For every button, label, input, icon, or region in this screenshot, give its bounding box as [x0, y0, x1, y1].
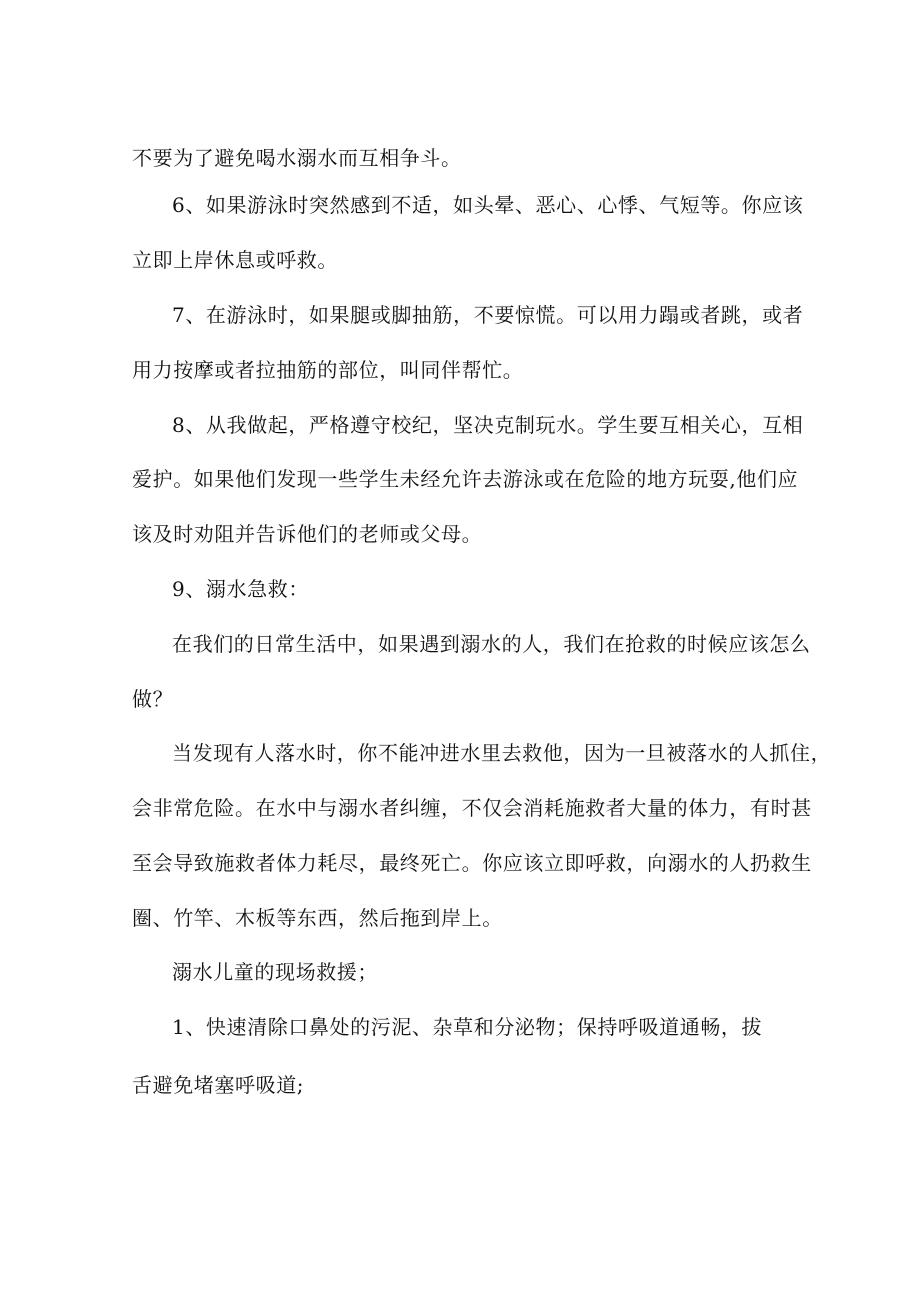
text-line-18: 舌避免堵塞呼吸道;	[132, 1073, 305, 1097]
text-line-4: 7、在游泳时，如果腿或脚抽筋，不要惊慌。可以用力蹋或者跳，或者	[172, 303, 804, 327]
text-line-13: 会非常危险。在水中与溺水者纠缠，不仅会消耗施救者大量的体力，有时甚	[132, 796, 812, 820]
text-line-14: 至会导致施救者体力耗尽，最终死亡。你应该立即呼救，向溺水的人扔救生	[132, 851, 812, 875]
text-line-5: 用力按摩或者拉抽筋的部位，叫同伴帮忙。	[132, 358, 524, 382]
text-line-11: 做？	[132, 687, 174, 711]
text-line-15: 圈、竹竿、木板等东西，然后拖到岸上。	[132, 906, 503, 930]
text-line-12: 当发现有人落水时，你不能冲进水里去救他，因为一旦被落水的人抓住，	[172, 741, 832, 765]
text-line-8: 该及时劝阻并告诉他们的老师或父母。	[132, 522, 483, 546]
text-line-10: 在我们的日常生活中，如果遇到溺水的人，我们在抢救的时候应该怎么	[172, 632, 811, 656]
text-line-17: 1、快速清除口鼻处的污泥、杂草和分泌物；保持呼吸道通畅，拔	[172, 1015, 763, 1039]
text-line-1: 不要为了避免喝水溺水而互相争斗。	[132, 146, 462, 170]
text-line-2: 6、如果游泳时突然感到不适，如头晕、恶心、心悸、气短等。你应该	[172, 193, 804, 217]
text-line-3: 立即上岸休息或呼救。	[132, 248, 338, 272]
text-line-16: 溺水儿童的现场救援；	[172, 960, 378, 984]
text-line-6: 8、从我做起，严格遵守校纪，坚决克制玩水。学生要互相关心，互相	[172, 413, 804, 437]
text-line-7: 爱护。如果他们发现一些学生未经允许去游泳或在危险的地方玩耍,他们应	[132, 467, 799, 491]
text-line-9: 9、溺水急救：	[172, 577, 309, 601]
